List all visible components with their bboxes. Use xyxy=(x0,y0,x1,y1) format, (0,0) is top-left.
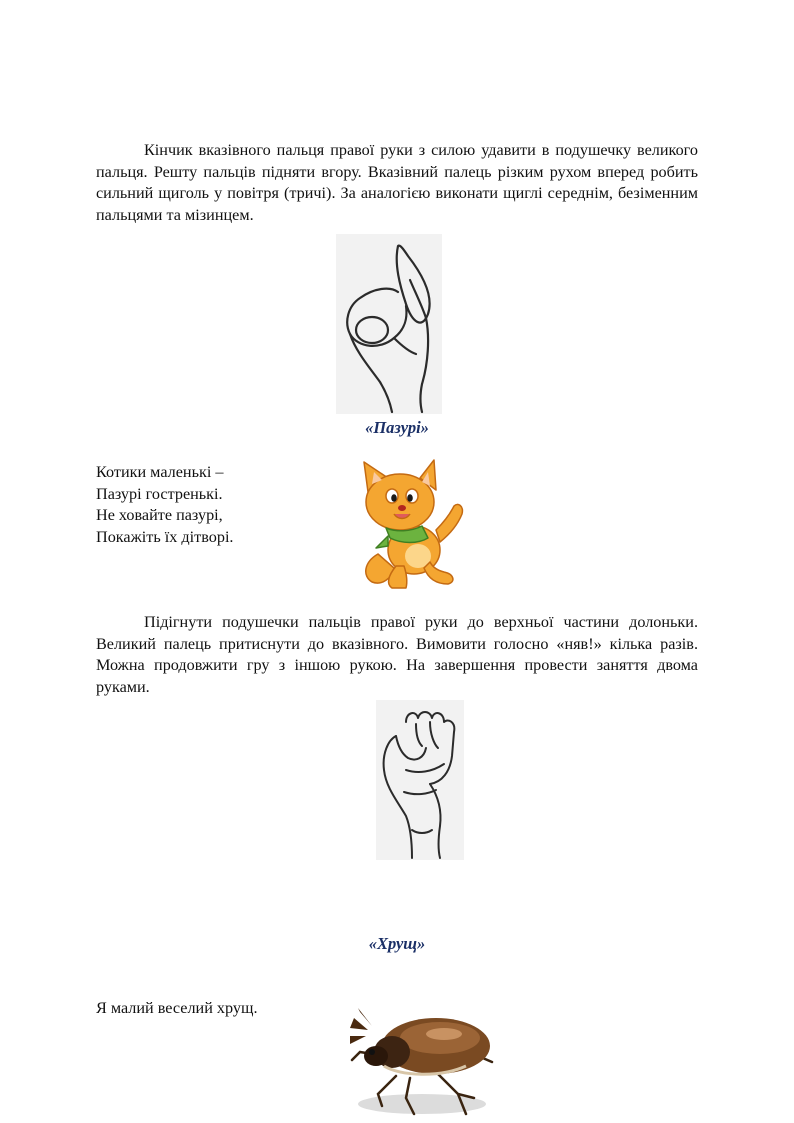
section-title-pazuri: «Пазурі» xyxy=(365,418,429,437)
kitten-illustration xyxy=(358,458,466,592)
nyav-instruction-text: Підігнути подушечки пальців правої руки до верхньої частини долоньки. Великий палець притиснути до вказівного. Вимовити голосно «няв!» кілька разів. Можна продовжити гру з іншою рукою. На завершення провести заняття двома руками. xyxy=(96,613,698,696)
cockchafer-beetle-photo xyxy=(340,998,498,1120)
poem-line: Не ховайте пазурі, xyxy=(96,506,223,524)
poem-kittens xyxy=(96,462,233,548)
pazuri-instruction-text: Кінчик вказівного пальця правої руки з силою удавити в подушечку великого пальця. Решту пальців підняти вгору. Вказівний палець різким рухом вперед робить сильний щиголь у повітря (тричі). За аналогією виконати щиглі середнім, безіменним пальцями та мізинцем. xyxy=(96,141,698,224)
section-title-khrushch: «Хрущ» xyxy=(368,934,426,953)
poem-line: Пазурі гостренькі. xyxy=(96,484,223,503)
khrushch-line: Я малий веселий хрущ. xyxy=(96,999,258,1017)
hand-palm-curl-illustration xyxy=(376,700,464,860)
hand-flick-illustration xyxy=(336,234,442,414)
poem-line: Покажіть їх дітворі. xyxy=(96,527,234,546)
poem-line: Котики маленькі – xyxy=(96,463,224,481)
